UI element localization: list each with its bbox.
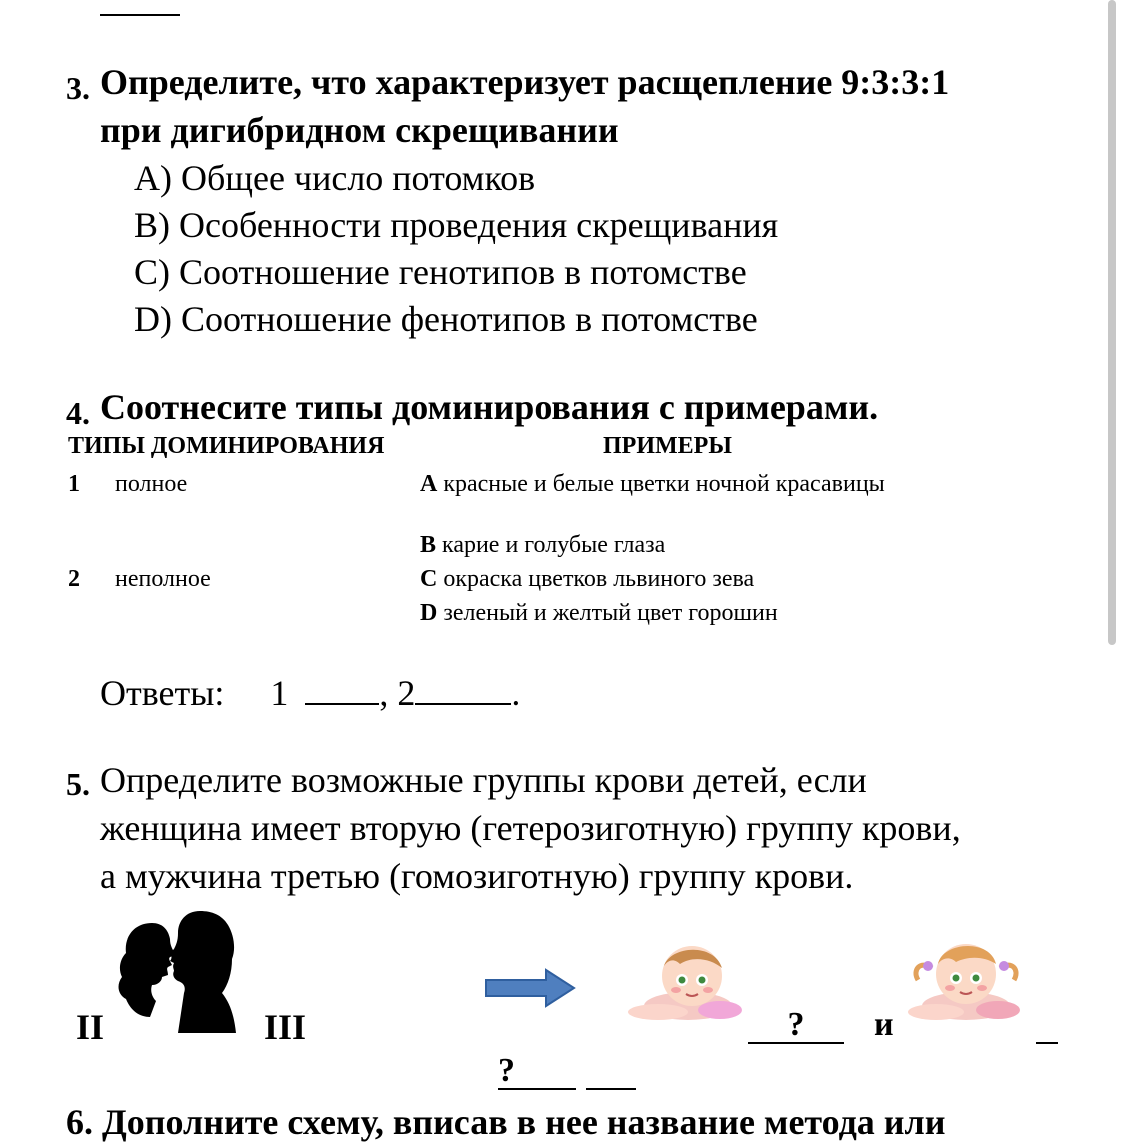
q4-answer-1-blank[interactable] bbox=[305, 703, 379, 705]
q4-type-2-label: неполное bbox=[115, 566, 211, 592]
q5-line3: а мужчина третью (гомозиготную) группу крови. bbox=[100, 856, 854, 896]
q4-type-1-num: 1 bbox=[68, 471, 80, 497]
q4-type-2-num: 2 bbox=[68, 566, 80, 592]
child-2-extra-blank bbox=[586, 1088, 636, 1090]
q5-line1: Определите возможные группы крови детей, если bbox=[100, 760, 867, 800]
q4-header-examples: ПРИМЕРЫ bbox=[603, 433, 732, 459]
top-blank-line bbox=[100, 14, 180, 16]
q4-answer-1-label: 1 bbox=[270, 673, 289, 713]
q4-title: Соотнесите типы доминирования с примерами. bbox=[100, 387, 879, 427]
q4-answers-row bbox=[100, 675, 520, 711]
q4-example-a-letter: A bbox=[420, 471, 438, 497]
q4-example-a-text: красные и белые цветки ночной красавицы bbox=[443, 471, 885, 497]
q4-example-c-letter: C bbox=[420, 566, 438, 592]
q3-option-b[interactable]: B) Особенности проведения скрещивания bbox=[134, 205, 779, 245]
q3-title-line1: Определите, что характеризует расщепление 9:3:3:1 bbox=[100, 62, 950, 102]
q3-title-line2: при дигибридном скрещивании bbox=[100, 110, 619, 150]
q4-example-b-letter: B bbox=[420, 532, 437, 558]
q4-example-d-text: зеленый и желтый цвет горошин bbox=[443, 600, 778, 626]
q3-option-a[interactable]: A) Общее число потомков bbox=[134, 158, 536, 198]
baby-icon bbox=[622, 940, 746, 1024]
q4-example-c bbox=[420, 566, 754, 593]
q4-answer-2-label: , 2 bbox=[379, 673, 416, 713]
mother-blood-group: II bbox=[76, 1007, 105, 1047]
q3-number: 3. bbox=[66, 70, 90, 106]
q4-example-b bbox=[420, 532, 665, 559]
scrollbar[interactable] bbox=[1108, 0, 1116, 645]
q5-number: 5. bbox=[66, 766, 90, 802]
q4-answers-end: . bbox=[511, 673, 521, 713]
q6-partial-title: 6. Дополните схему, вписав в нее название метода или bbox=[66, 1102, 946, 1142]
q4-type-1-label: полное bbox=[115, 471, 188, 497]
q4-example-b-text: карие и голубые глаза bbox=[442, 532, 666, 558]
child-1-answer-blank[interactable]: ? bbox=[748, 1008, 844, 1044]
q4-header-types: ТИПЫ ДОМИНИРОВАНИЯ bbox=[68, 433, 385, 459]
and-conjunction: и bbox=[874, 1006, 894, 1043]
q4-number: 4. bbox=[66, 395, 90, 431]
baby-girl-icon bbox=[902, 934, 1028, 1024]
q4-example-a bbox=[420, 471, 885, 498]
q5-line2: женщина имеет вторую (гетерозиготную) группу крови, bbox=[100, 808, 961, 848]
q3-option-c[interactable]: C) Соотношение генотипов в потомстве bbox=[134, 252, 747, 292]
q4-example-c-text: окраска цветков львиного зева bbox=[443, 566, 755, 592]
father-blood-group: III bbox=[264, 1007, 307, 1047]
trailing-blank-line bbox=[1036, 1042, 1058, 1044]
child-2-answer-blank[interactable]: ? bbox=[498, 1054, 576, 1090]
couple-silhouette-icon bbox=[112, 905, 242, 1035]
q4-example-d-letter: D bbox=[420, 600, 438, 626]
q4-example-d bbox=[420, 600, 778, 627]
q4-answer-2-blank[interactable] bbox=[415, 703, 511, 705]
arrow-right-icon bbox=[484, 968, 576, 1008]
q3-option-d[interactable]: D) Соотношение фенотипов в потомстве bbox=[134, 299, 758, 339]
q4-answers-label: Ответы: bbox=[100, 673, 225, 713]
